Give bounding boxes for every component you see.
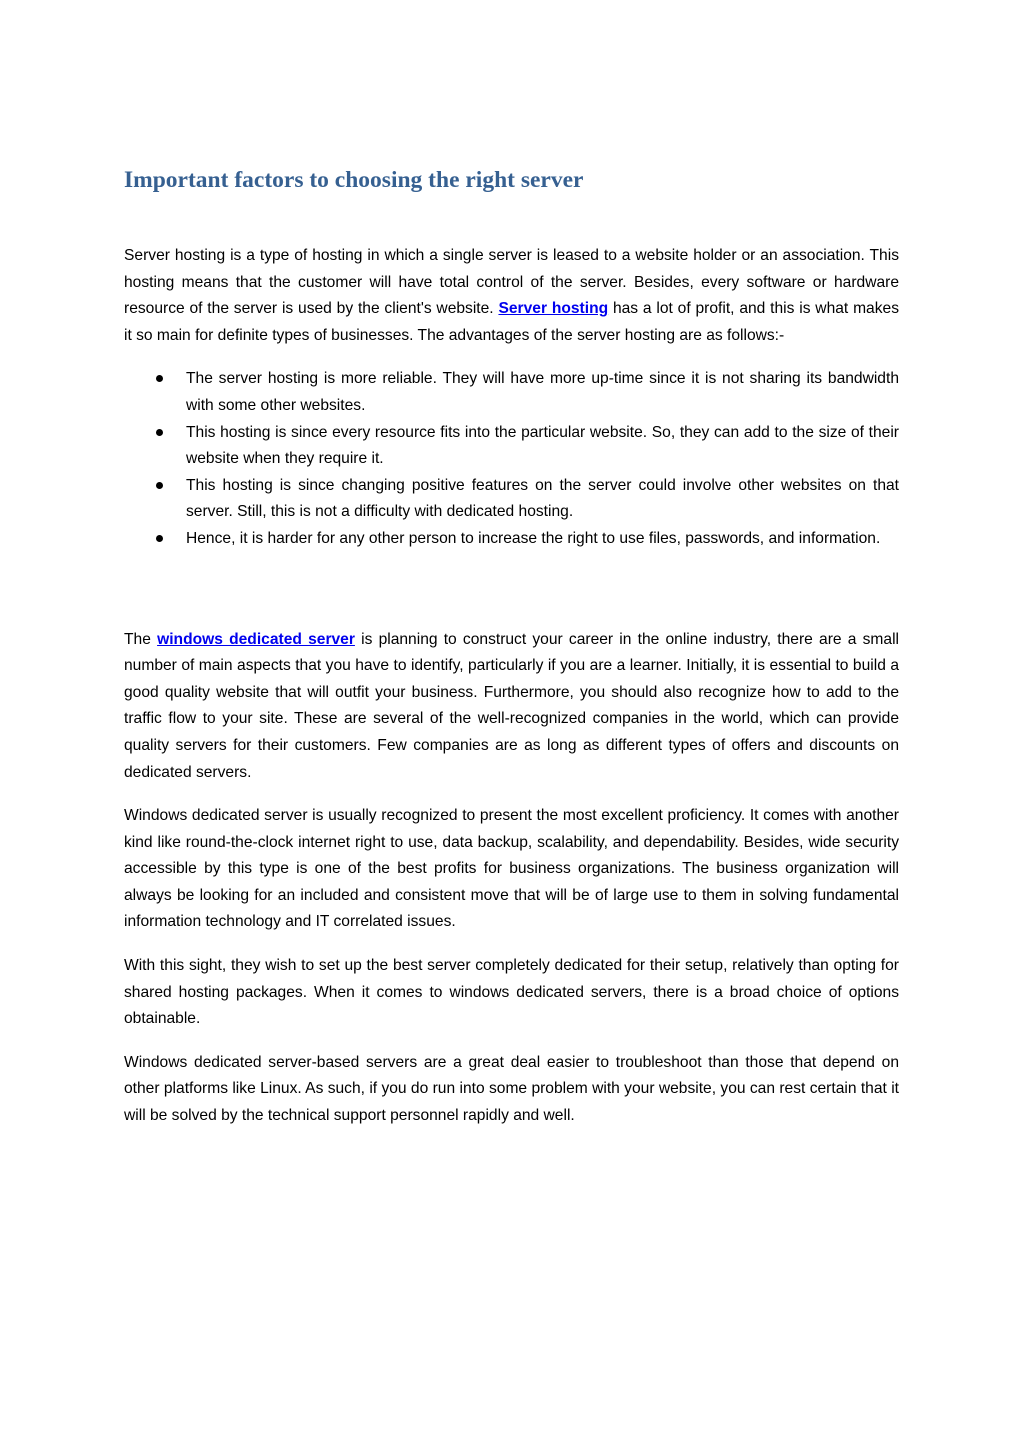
document-title: Important factors to choosing the right server [124,167,584,193]
list-item [124,366,899,419]
list-item-text: The server hosting is more reliable. They will have more up-time since it is not sharing its bandwidth with some other websites. [186,370,899,414]
body-paragraph: Windows dedicated server-based servers are a great deal easier to troubleshoot than those that depend on other platforms like Linux. As such, if you do run into some problem with your website, you can rest certain that it will be solved by the technical support personnel rapidly and well. [124,1053,899,1125]
bullet-icon [156,535,163,542]
list-item [124,526,899,553]
bullet-icon [156,482,163,489]
server-hosting-link[interactable]: Server hosting [498,300,609,318]
bullet-icon [156,375,163,382]
intro-paragraph [124,243,899,349]
list-item-text: This hosting is since changing positive features on the server could involve other websites on that server. Still, this is not a difficulty with dedicated hosting. [186,476,899,521]
intro-text-after-link: has a lot of profit, and this is what makes it so main for definite types of businesses. The advantages of the server hosting are as follows:- [124,300,899,344]
windows-server-paragraph [124,627,899,787]
advantages-list [124,366,899,552]
body-paragraph: Windows dedicated server is usually recognized to present the most excellent proficiency. It comes with another kind like round-the-clock internet right to use, data backup, scalability, and dependability. Besides, wide security accessible by this type is one of the best profits for business organizations. The business organization will always be looking for an included and consistent move that will be of large use to them in solving fundamental information technology and IT correlated issues. [124,807,899,931]
intro-text-before-link: Server hosting is a type of hosting in which a single server is leased to a website holder or an association. This hosting means that the customer will have total control of the server. Besides, every software or hardware resource of the server is used by the client's website. [124,247,899,318]
document-page [124,166,899,1130]
windows-text-after-link: is planning to construct your career in the online industry, there are a small number of main aspects that you have to identify, particularly if you are a learner. Initially, it is essential to build a good quality website that will outfit your business. Furthermore, you should also recognize how to add to the traffic flow to your site. These are several of the well-recognized companies in the world, which can provide quality servers for their customers. Few companies are as long as different types of offers and discounts on dedicated servers. [124,630,900,781]
bullet-icon [156,429,163,436]
list-item [124,420,899,473]
windows-dedicated-server-link[interactable]: windows dedicated server [157,630,355,648]
windows-text-before-link: The [124,630,158,648]
list-item [124,473,899,526]
list-item-text: Hence, it is harder for any other person to increase the right to use files, passwords, and information. [186,529,881,547]
body-paragraph: With this sight, they wish to set up the best server completely dedicated for their setup, relatively than opting for shared hosting packages. When it comes to windows dedicated servers, there is a broad choice of options obtainable. [124,957,899,1028]
list-item-text: This hosting is since every resource fits into the particular website. So, they can add to the size of their website when they require it. [186,423,899,468]
